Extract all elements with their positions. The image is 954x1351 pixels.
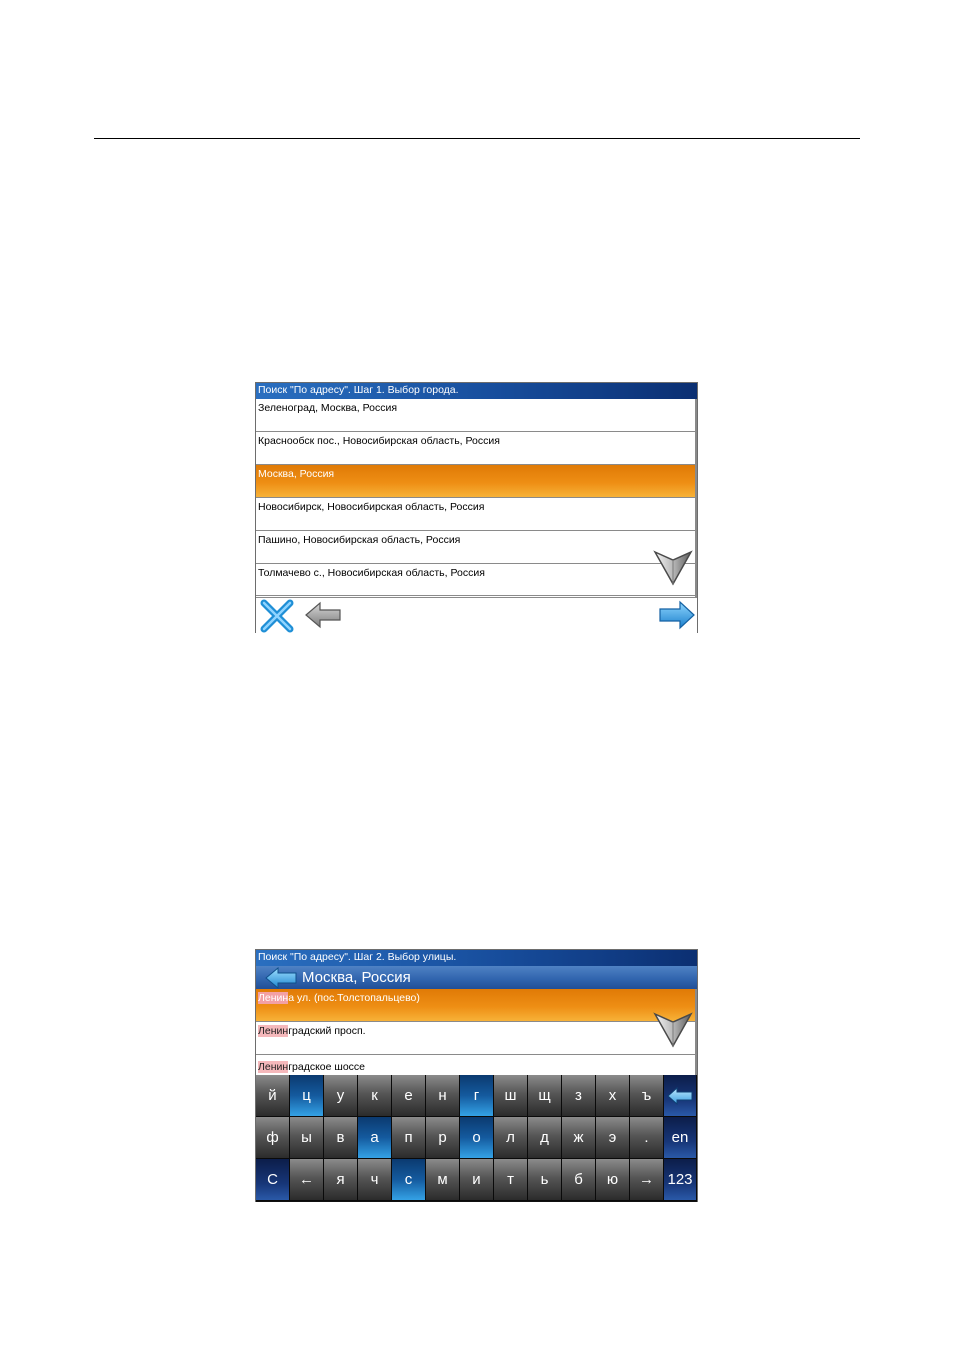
city-list-item[interactable] (256, 498, 695, 531)
city-selection-screen (255, 382, 698, 633)
key[interactable]: ь (528, 1159, 562, 1201)
keyboard-row (256, 1075, 697, 1117)
key[interactable]: м (426, 1159, 460, 1201)
page-top-rule (94, 138, 860, 139)
street-selection-screen (255, 949, 698, 1202)
key[interactable]: с (392, 1159, 426, 1201)
key[interactable]: ж (562, 1117, 596, 1159)
window-title: Поиск "По адресу". Шаг 1. Выбор города. (256, 383, 697, 399)
scrollbar[interactable] (695, 399, 697, 597)
key[interactable]: ю (596, 1159, 630, 1201)
city-label: Новосибирск, Новосибирская область, Россия (258, 501, 485, 513)
city-list-item[interactable] (256, 564, 695, 596)
street-list (256, 989, 695, 1075)
city-label: Москва, Россия (258, 468, 335, 480)
key[interactable]: ч (358, 1159, 392, 1201)
key[interactable]: в (324, 1117, 358, 1159)
key[interactable]: ъ (630, 1075, 664, 1117)
city-list-item-selected[interactable] (256, 465, 695, 498)
key[interactable]: . (630, 1117, 664, 1159)
street-label: градский просп. (288, 1025, 366, 1037)
key[interactable]: и (460, 1159, 494, 1201)
close-x-icon[interactable] (260, 599, 294, 633)
cursor-right-key[interactable]: → (630, 1159, 664, 1201)
search-match: Ленин (258, 1061, 289, 1073)
city-list (256, 399, 695, 596)
window-title: Поиск "По адресу". Шаг 2. Выбор улицы. (256, 950, 697, 966)
city-header (256, 966, 697, 989)
shift-key[interactable]: С (256, 1159, 290, 1201)
city-label: Толмачево с., Новосибирская область, Россия (258, 567, 485, 579)
key[interactable]: б (562, 1159, 596, 1201)
key[interactable]: х (596, 1075, 630, 1117)
key[interactable]: р (426, 1117, 460, 1159)
on-screen-keyboard (256, 1075, 697, 1202)
scroll-down-icon[interactable] (653, 548, 693, 586)
cursor-left-key[interactable]: ← (290, 1159, 324, 1201)
key[interactable]: г (460, 1075, 494, 1117)
street-label: а ул. (пос.Толстопальцево) (288, 992, 420, 1004)
language-key[interactable]: en (664, 1117, 697, 1159)
scroll-down-icon[interactable] (653, 1010, 693, 1048)
key[interactable]: е (392, 1075, 426, 1117)
city-label: Зеленоград, Москва, Россия (258, 402, 398, 414)
arrow-right-icon[interactable] (658, 600, 696, 630)
key[interactable]: н (426, 1075, 460, 1117)
key[interactable]: т (494, 1159, 528, 1201)
city-list-item[interactable] (256, 531, 695, 564)
keyboard-row (256, 1117, 697, 1159)
street-list-item[interactable] (256, 1022, 695, 1055)
key[interactable]: ы (290, 1117, 324, 1159)
street-list-item[interactable] (256, 1055, 695, 1075)
key[interactable]: з (562, 1075, 596, 1117)
city-label: Пашино, Новосибирская область, Россия (258, 534, 461, 546)
keyboard-row (256, 1159, 697, 1201)
search-match: Ленин (258, 1025, 289, 1037)
city-list-item[interactable] (256, 399, 695, 432)
arrow-left-icon[interactable] (304, 601, 342, 629)
key[interactable]: к (358, 1075, 392, 1117)
arrow-left-icon[interactable] (264, 967, 298, 989)
key[interactable]: а (358, 1117, 392, 1159)
key[interactable]: я (324, 1159, 358, 1201)
street-list-item-selected[interactable] (256, 989, 695, 1022)
key[interactable]: щ (528, 1075, 562, 1117)
key[interactable]: ц (290, 1075, 324, 1117)
city-list-item[interactable] (256, 432, 695, 465)
key[interactable]: п (392, 1117, 426, 1159)
street-label: градское шоссе (288, 1061, 365, 1073)
key[interactable]: й (256, 1075, 290, 1117)
key[interactable]: о (460, 1117, 494, 1159)
key[interactable]: ф (256, 1117, 290, 1159)
scrollbar[interactable] (695, 989, 697, 1075)
key[interactable]: у (324, 1075, 358, 1117)
bottom-toolbar (256, 597, 697, 633)
numeric-key[interactable]: 123 (664, 1159, 697, 1201)
search-match: Ленин (258, 992, 289, 1004)
selected-city-title: Москва, Россия (302, 969, 411, 986)
city-label: Краснообск пос., Новосибирская область, Россия (258, 435, 500, 447)
key[interactable]: д (528, 1117, 562, 1159)
backspace-icon[interactable] (664, 1075, 697, 1117)
key[interactable]: э (596, 1117, 630, 1159)
key[interactable]: л (494, 1117, 528, 1159)
key[interactable]: ш (494, 1075, 528, 1117)
